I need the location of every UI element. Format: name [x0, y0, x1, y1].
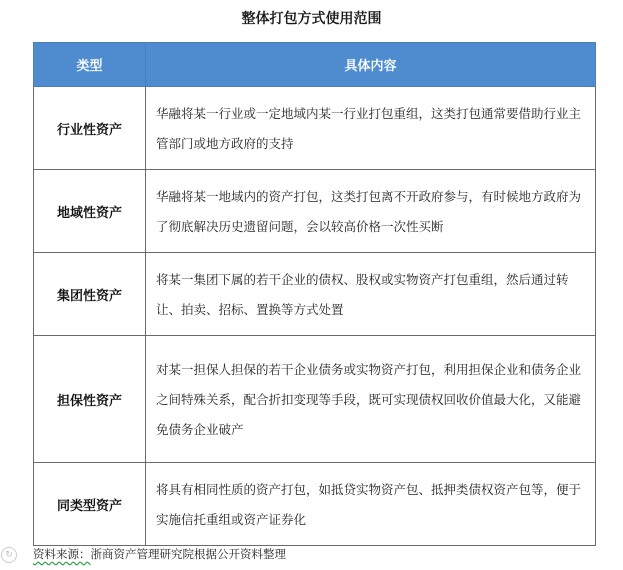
header-content: 具体内容	[146, 43, 596, 87]
row-type: 行业性资产	[34, 87, 146, 170]
watermark-icon: ↻	[1, 547, 17, 563]
source-note	[33, 546, 286, 562]
source-text: 浙商资产管理研究院根据公开资料整理	[90, 547, 286, 561]
row-content: 将具有相同性质的资产打包，如抵贷实物资产包、抵押类债权资产包等，便于实施信托重组或资产证券化	[146, 463, 596, 546]
row-content: 将某一集团下属的若干企业的债权、股权或实物资产打包重组，然后通过转让、拍卖、招标、置换等方式处置	[146, 253, 596, 336]
row-type: 集团性资产	[34, 253, 146, 336]
row-type: 同类型资产	[34, 463, 146, 546]
table-title: 整体打包方式使用范围	[241, 11, 382, 27]
row-content: 华融将某一地域内的资产打包，这类打包离不开政府参与，有时候地方政府为了彻底解决历史遗留问题，会以较高价格一次性买断	[146, 170, 596, 253]
source-label: 资料来源：	[33, 547, 91, 561]
table-row	[34, 253, 596, 336]
table-header-row	[34, 43, 596, 87]
row-content: 对某一担保人担保的若干企业债务或实物资产打包，利用担保企业和债务企业之间特殊关系，配合折扣变现等手段，既可实现债权回收价值最大化，又能避免债务企业破产	[146, 336, 596, 463]
table-row	[34, 170, 596, 253]
row-content: 华融将某一行业或一定地域内某一行业打包重组，这类打包通常要借助行业主管部门或地方政府的支持	[146, 87, 596, 170]
scope-table	[33, 42, 596, 546]
row-type: 地域性资产	[34, 170, 146, 253]
header-type: 类型	[34, 43, 146, 87]
table-row	[34, 463, 596, 546]
row-type: 担保性资产	[34, 336, 146, 463]
table-row	[34, 336, 596, 463]
table-row	[34, 87, 596, 170]
